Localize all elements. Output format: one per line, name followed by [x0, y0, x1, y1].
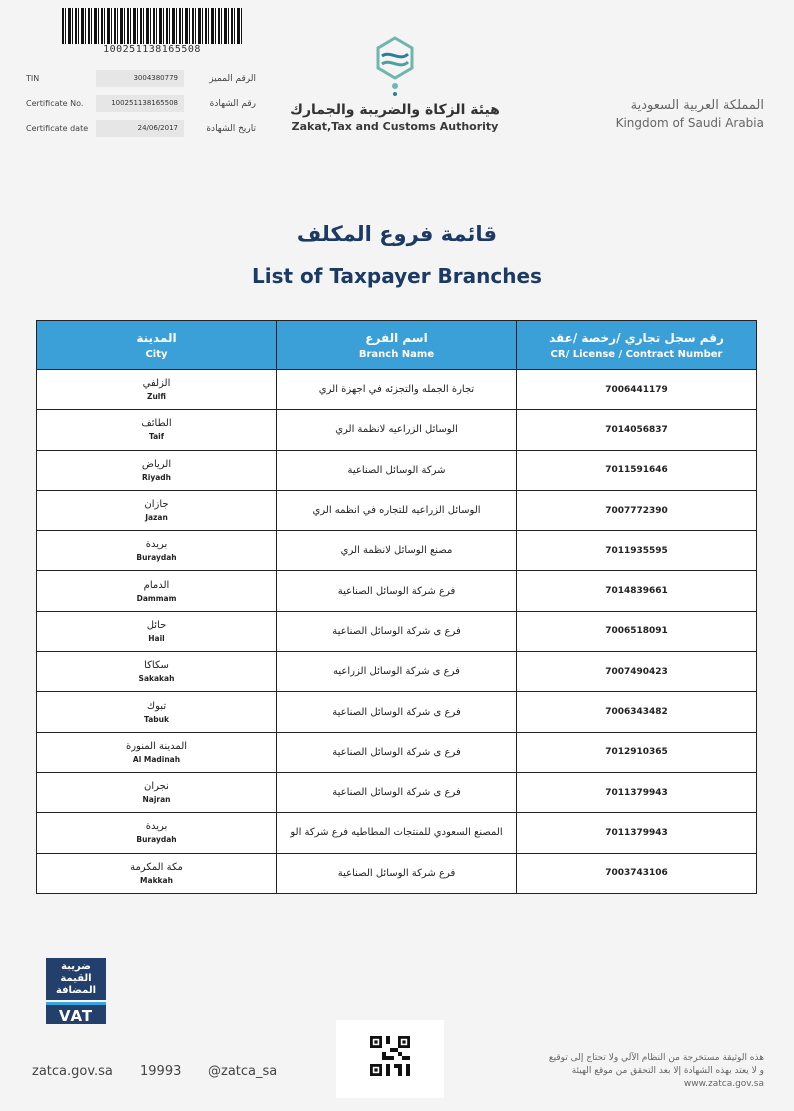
- registration-number-cell: 7006343482: [517, 692, 757, 732]
- table-row: [37, 732, 757, 772]
- barcode-number: 100251138165508: [103, 44, 201, 55]
- city-name-en: Riyadh: [141, 472, 171, 482]
- branch-name-cell: فرع شركة الوسائل الصناعية: [277, 853, 517, 893]
- vat-logo-en: VAT: [46, 1002, 106, 1024]
- table-row: [37, 531, 757, 571]
- disclaimer-line: و لا يعتد بهذه الشهادة إلا بعد التحقق من موقع الهيئة: [571, 1066, 764, 1076]
- city-name-en: Al Madinah: [132, 754, 181, 764]
- qr-code-panel: [336, 1020, 444, 1098]
- table-row: [37, 410, 757, 450]
- city-name-en: Najran: [142, 795, 171, 805]
- branches-table: [36, 320, 757, 894]
- city-cell: [37, 813, 277, 853]
- branch-name-cell: شركة الوسائل الصناعية: [277, 450, 517, 490]
- table-row: [37, 490, 757, 530]
- footer-disclaimer: [549, 1052, 764, 1091]
- registration-number-cell: 7006441179: [517, 370, 757, 410]
- city-cell: [37, 370, 277, 410]
- meta-label-en: Certificate date: [26, 124, 89, 133]
- table-row: [37, 611, 757, 651]
- header-city: [37, 321, 277, 370]
- footer-phone: 19993: [140, 1064, 182, 1079]
- branch-name-cell: فرع ى شركة الوسائل الصناعية: [277, 732, 517, 772]
- page-title-en: List of Taxpayer Branches: [252, 264, 542, 288]
- registration-number-cell: 7014839661: [517, 571, 757, 611]
- meta-label-en: TIN: [26, 74, 40, 83]
- table-row: [37, 853, 757, 893]
- vat-ar-line: المضافة: [55, 985, 97, 996]
- header-branch-en: Branch Name: [358, 348, 435, 360]
- meta-label-ar: تاريخ الشهادة: [206, 123, 256, 134]
- kingdom-name-en: Kingdom of Saudi Arabia: [615, 116, 764, 130]
- header-city-en: City: [145, 348, 168, 360]
- page-title-ar: قائمة فروع المكلف: [296, 222, 498, 246]
- meta-value: 100251138165508: [96, 95, 184, 112]
- city-cell: [37, 652, 277, 692]
- qr-code-icon: [370, 1036, 410, 1076]
- branch-name-cell: فرع ى شركة الوسائل الصناعية: [277, 611, 517, 651]
- city-name-en: Taif: [148, 432, 165, 442]
- city-name-ar: نجران: [144, 781, 169, 793]
- meta-row-certificate-date: [26, 116, 256, 141]
- branch-name-cell: مصنع الوسائل لانظمة الري: [277, 531, 517, 571]
- branch-name-cell: فرع شركة الوسائل الصناعية: [277, 571, 517, 611]
- city-name-en: Makkah: [140, 875, 173, 885]
- table-row: [37, 652, 757, 692]
- branch-name-cell: الوسائل الزراعيه للتجاره في انظمه الري: [277, 490, 517, 530]
- branch-name-cell: فرع ى شركة الوسائل الزراعيه: [277, 652, 517, 692]
- header-branch: [277, 321, 517, 370]
- footer-website[interactable]: zatca.gov.sa: [32, 1064, 113, 1079]
- city-name-en: Sakakah: [138, 674, 175, 684]
- meta-value: 24/06/2017: [96, 120, 184, 137]
- header-branch-ar: اسم الفرع: [365, 330, 428, 345]
- header-number-en: CR/ License / Contract Number: [550, 348, 723, 360]
- table-row: [37, 692, 757, 732]
- registration-number-cell: 7012910365: [517, 732, 757, 772]
- registration-number-cell: 7011379943: [517, 813, 757, 853]
- kingdom-name-ar: المملكة العربية السعودية: [630, 98, 764, 113]
- city-name-en: Dammam: [136, 593, 177, 603]
- vat-logo-ar: [46, 958, 106, 1000]
- header-number: [517, 321, 757, 370]
- city-name-ar: الزلفي: [142, 378, 171, 390]
- table-row: [37, 450, 757, 490]
- table-row: [37, 813, 757, 853]
- city-name-ar: جازان: [144, 499, 169, 511]
- footer-social-handle[interactable]: @zatca_sa: [208, 1064, 278, 1079]
- table-row: [37, 772, 757, 812]
- city-name-ar: بريدة: [145, 821, 168, 833]
- zatca-logo-icon: [374, 36, 416, 98]
- table-row: [37, 571, 757, 611]
- city-cell: [37, 772, 277, 812]
- branch-name-cell: تجارة الجمله والتجزئه في اجهزة الري: [277, 370, 517, 410]
- kingdom-label: [616, 98, 764, 130]
- certificate-barcode: [62, 8, 242, 56]
- registration-number-cell: 7007490423: [517, 652, 757, 692]
- registration-number-cell: 7007772390: [517, 490, 757, 530]
- meta-value: 3004380779: [96, 70, 184, 87]
- meta-label-en: Certificate No.: [26, 99, 84, 108]
- city-name-ar: الدمام: [143, 579, 170, 591]
- city-name-ar: المدينة المنورة: [125, 740, 188, 752]
- city-name-en: Tabuk: [144, 714, 169, 724]
- registration-number-cell: 7011591646: [517, 450, 757, 490]
- header-city-ar: المدينة: [136, 330, 177, 345]
- meta-row-tin: [26, 66, 256, 91]
- city-cell: [37, 490, 277, 530]
- city-cell: [37, 571, 277, 611]
- vat-ar-line: القيمة: [60, 973, 92, 984]
- table-header-row: [37, 321, 757, 370]
- meta-row-certificate-no: [26, 91, 256, 116]
- registration-number-cell: 7011935595: [517, 531, 757, 571]
- disclaimer-line: هذه الوثيقة مستخرجة من النظام الآلي ولا تحتاج إلى توقيع: [548, 1053, 764, 1063]
- registration-number-cell: 7006518091: [517, 611, 757, 651]
- city-name-ar: تبوك: [146, 700, 167, 712]
- barcode-bars: [62, 8, 242, 44]
- authority-name-ar: هيئة الزكاة والضريبة والجمارك: [290, 102, 500, 118]
- disclaimer-website[interactable]: www.zatca.gov.sa: [683, 1079, 764, 1089]
- city-name-ar: حائل: [146, 619, 167, 631]
- city-name-en: Buraydah: [136, 553, 177, 563]
- branch-name-cell: فرع ى شركة الوسائل الصناعية: [277, 772, 517, 812]
- city-name-ar: الرياض: [141, 458, 172, 470]
- vat-ar-line: ضريبة: [61, 961, 91, 972]
- authority-name-en: Zakat,Tax and Customs Authority: [291, 120, 499, 133]
- registration-number-cell: 7003743106: [517, 853, 757, 893]
- branch-name-cell: فرع ى شركة الوسائل الصناعية: [277, 692, 517, 732]
- city-name-ar: الطائف: [141, 418, 172, 430]
- city-name-en: Jazan: [145, 513, 168, 523]
- city-cell: [37, 732, 277, 772]
- certificate-meta: [26, 66, 256, 141]
- authority-logo: [290, 36, 500, 133]
- city-name-ar: سكاكا: [144, 660, 169, 672]
- city-cell: [37, 611, 277, 651]
- city-cell: [37, 853, 277, 893]
- meta-label-ar: رقم الشهادة: [209, 98, 256, 109]
- city-cell: [37, 692, 277, 732]
- city-name-ar: مكة المكرمة: [130, 861, 183, 873]
- registration-number-cell: 7011379943: [517, 772, 757, 812]
- city-name-en: Hail: [148, 633, 165, 643]
- city-cell: [37, 531, 277, 571]
- city-cell: [37, 410, 277, 450]
- table-row: [37, 370, 757, 410]
- vat-logo: [46, 958, 106, 1032]
- branch-name-cell: الوسائل الزراعيه لانظمة الري: [277, 410, 517, 450]
- city-cell: [37, 450, 277, 490]
- header-number-ar: رقم سجل تجاري /رخصة /عقد: [549, 330, 724, 345]
- city-name-en: Zulfi: [147, 392, 166, 402]
- city-name-ar: بريدة: [145, 539, 168, 551]
- branch-name-cell: المصنع السعودي للمنتجات المطاطيه فرع شركة الو: [277, 813, 517, 853]
- city-name-en: Buraydah: [136, 835, 177, 845]
- meta-label-ar: الرقم المميز: [209, 73, 256, 84]
- registration-number-cell: 7014056837: [517, 410, 757, 450]
